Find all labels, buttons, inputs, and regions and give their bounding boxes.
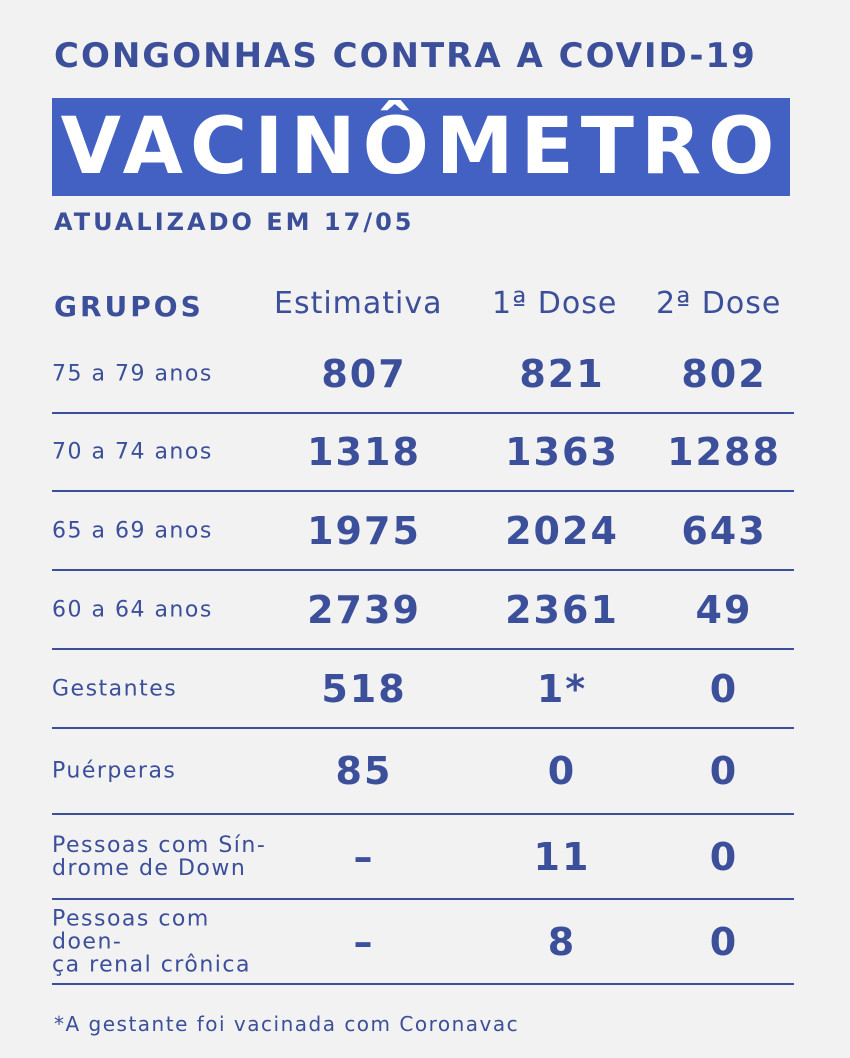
estimate-value: 807 (321, 351, 407, 396)
dose1-value: 1* (536, 666, 588, 711)
column-header-groups: GRUPOS (54, 290, 204, 323)
group-label: Pessoas com doen- ça renal crônica (52, 906, 251, 977)
group-label: Pessoas com Sín- drome de Down (52, 832, 267, 881)
group-label: 70 a 74 anos (52, 439, 213, 465)
table-row (52, 729, 794, 815)
updated-date: ATUALIZADO EM 17/05 (54, 208, 415, 236)
campaign-title: CONGONHAS CONTRA A COVID-19 (54, 36, 757, 76)
group-label: 75 a 79 anos (52, 361, 213, 386)
dose1-value: 1363 (505, 430, 619, 474)
column-header-estimate: Estimativa (274, 286, 443, 321)
dose1-value: 2361 (505, 587, 619, 632)
table-row (52, 900, 794, 985)
estimate-value: 1975 (307, 508, 421, 553)
group-label: Puérperas (52, 758, 177, 784)
table-row (52, 650, 794, 729)
table-row (52, 492, 794, 571)
footnote: *A gestante foi vacinada com Coronavac (54, 1012, 520, 1036)
vaccination-table (52, 335, 794, 985)
dose2-value: 0 (709, 666, 739, 711)
group-label: 65 a 69 anos (52, 518, 213, 543)
estimate-value: 85 (335, 749, 393, 793)
estimate-value: – (353, 919, 375, 964)
column-header-dose1: 1ª Dose (492, 286, 618, 321)
dose1-value: 0 (547, 749, 577, 793)
estimate-value: 518 (321, 666, 407, 711)
table-row (52, 335, 794, 414)
estimate-value: – (353, 834, 375, 879)
table-row (52, 414, 794, 492)
dose2-value: 0 (709, 919, 739, 964)
estimate-value: 1318 (307, 430, 421, 474)
estimate-value: 2739 (307, 587, 421, 632)
dose1-value: 2024 (505, 508, 619, 553)
column-header-dose2: 2ª Dose (656, 286, 782, 321)
table-row (52, 815, 794, 900)
banner-title: VACINÔMETRO (60, 102, 782, 192)
dose2-value: 643 (681, 508, 767, 553)
dose1-value: 821 (519, 351, 605, 396)
title-banner (52, 98, 790, 196)
dose2-value: 49 (695, 587, 753, 632)
dose1-value: 11 (533, 834, 591, 879)
dose2-value: 0 (709, 749, 739, 793)
dose1-value: 8 (547, 919, 577, 964)
group-label: 60 a 64 anos (52, 597, 213, 622)
dose2-value: 0 (709, 834, 739, 879)
group-label: Gestantes (52, 676, 178, 701)
dose2-value: 802 (681, 351, 767, 396)
dose2-value: 1288 (667, 430, 781, 474)
table-row (52, 571, 794, 650)
